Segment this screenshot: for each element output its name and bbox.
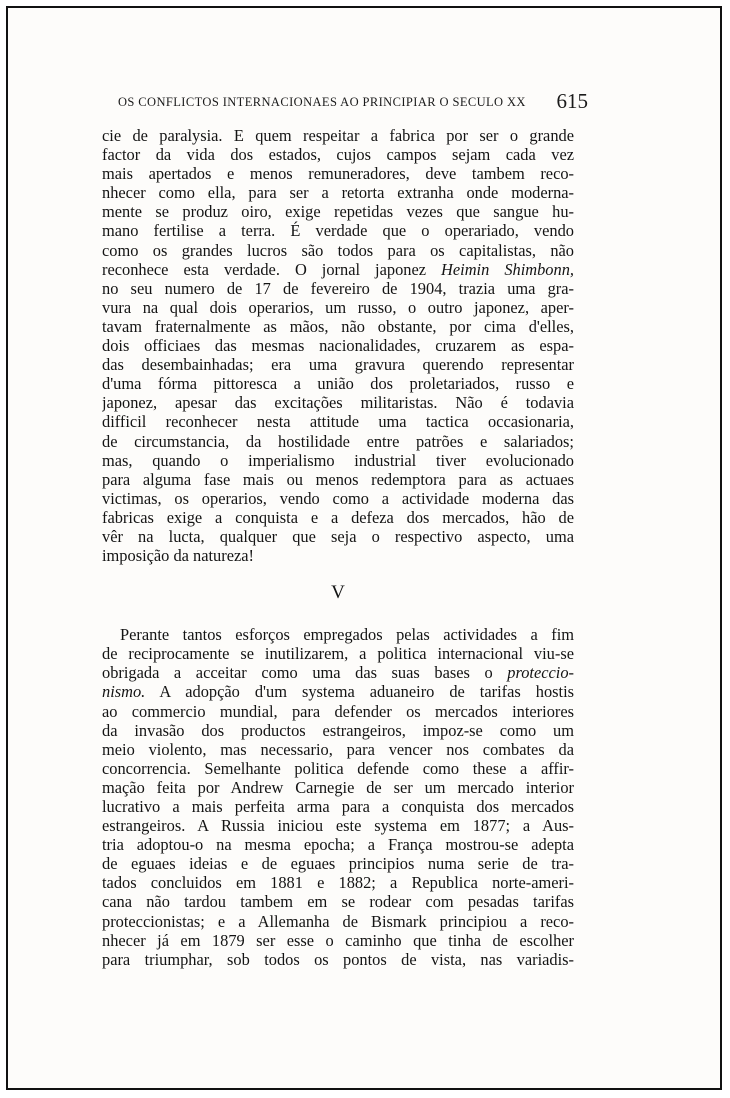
text-line: d'uma fórma pittoresca a união dos proletariados, russo e	[102, 374, 574, 394]
text-line: da invasão dos productos estrangeiros, impoz-se como um	[102, 720, 574, 740]
text-line: concorrencia. Semelhante politica defende como these a affir-	[102, 758, 574, 778]
text-line: Perante tantos esforços empregados pelas actividades a fim	[120, 625, 574, 645]
text-line: das desembainhadas; era uma gravura querendo representar	[102, 355, 574, 375]
text-line: mente se produz oiro, exige repetidas vezes que sangue hu-	[102, 202, 574, 222]
text-line: cie de paralysia. E quem respeitar a fabrica por ser o grande	[102, 126, 574, 145]
text-line: tados concluidos em 1881 e 1882; a Republica norte-ameri-	[102, 873, 574, 893]
body-text	[102, 126, 574, 969]
text-line: japonez, apesar das excitações militaristas. Não é todavia	[102, 393, 574, 413]
text-line: lucrativo a mais perfeita arma para a conquista dos mercados	[102, 797, 574, 816]
paragraph-2	[102, 625, 574, 969]
text-line: difficil reconhecer nesta attitude uma tactica occasionaria,	[102, 412, 574, 432]
text-line: para alguma fase mais ou menos redemptora para as actuaes	[102, 469, 574, 489]
text-segment: A adopção d'um systema aduaneiro de tarifas hostis	[145, 682, 574, 702]
text-line: victimas, os operarios, vendo como a actividade moderna das	[102, 488, 574, 508]
text-line: estrangeiros. A Russia iniciou este systema em 1877; a Aus-	[102, 816, 574, 836]
section-heading: V	[331, 582, 345, 604]
text-line: de reciprocamente se inutilizarem, a politica internacional viu-se	[102, 644, 574, 664]
text-line: cana não tardou tambem em se rodear com pesadas tarifas	[102, 892, 574, 912]
text-line: factor da vida dos estados, cujos campos sejam cada vez	[102, 145, 574, 165]
text-line: mas, quando o imperialismo industrial tiver evolucionado	[102, 450, 574, 470]
paragraph-1	[102, 126, 574, 565]
text-line: nhecer como ella, para ser a retorta extranha onde moderna-	[102, 183, 574, 203]
text-line: no seu numero de 17 de fevereiro de 1904, trazia uma gra-	[102, 278, 574, 298]
running-head: OS CONFLICTOS INTERNACIONAES AO PRINCIPIAR O SECULO XX	[118, 95, 526, 109]
paragraph-2-rest	[102, 702, 574, 969]
text-line: meio violento, mas necessario, para vencer nos combates da	[102, 739, 574, 759]
text-line: proteccionistas; e a Allemanha de Bismark principiou a reco-	[102, 911, 574, 931]
text-line: dois officiaes das mesmas nacionalidades, cruzarem as espa-	[102, 336, 574, 356]
text-line: nhecer já em 1879 ser esse o caminho que tinha de escolher	[102, 930, 574, 950]
text-line: vura na qual dois operarios, um russo, o outro japonez, aper-	[102, 297, 574, 317]
text-segment: reconhece esta verdade. O jornal japonez	[102, 259, 442, 279]
text-line: mação feita por Andrew Carnegie de ser um mercado interior	[102, 777, 574, 797]
page-header	[118, 89, 588, 111]
text-line	[102, 260, 574, 279]
text-line: mais apertados e menos remuneradores, deve tambem reco-	[102, 164, 574, 184]
text-line: como os grandes lucros são todos para os capitalistas, não	[102, 240, 574, 260]
text-line: mano fertilise a terra. É verdade que o operariado, vendo	[102, 221, 574, 241]
text-line: tavam fraternalmente as mãos, não obstante, por cima d'elles,	[102, 316, 574, 336]
text-line: de circumstancia, da hostilidade entre patrões e salariados;	[102, 431, 574, 451]
text-line: para triumphar, sob todos os pontos de vista, nas variadis-	[102, 949, 574, 969]
journal-name: Heimin Shimbonn,	[441, 259, 574, 279]
text-line: imposição da natureza!	[102, 546, 254, 566]
text-line	[102, 663, 574, 682]
text-line	[102, 682, 574, 701]
text-line: vêr na lucta, qualquer que seja o respectivo aspecto, uma	[102, 526, 574, 546]
text-line: tria adoptou-o na mesma epocha; a França mostrou-se adepta	[102, 835, 574, 855]
text-line: ao commercio mundial, para defender os mercados interiores	[102, 701, 574, 721]
italic-term: nismo.	[102, 682, 146, 702]
text-line: de eguaes ideias e de eguaes principios numa serie de tra-	[102, 854, 574, 874]
italic-term: proteccio-	[507, 663, 574, 683]
text-line: fabricas exige a conquista e a defeza dos mercados, hão de	[102, 507, 574, 527]
page-number: 615	[556, 89, 588, 113]
text-segment: obrigada a acceitar como uma das suas bases o	[102, 663, 508, 683]
